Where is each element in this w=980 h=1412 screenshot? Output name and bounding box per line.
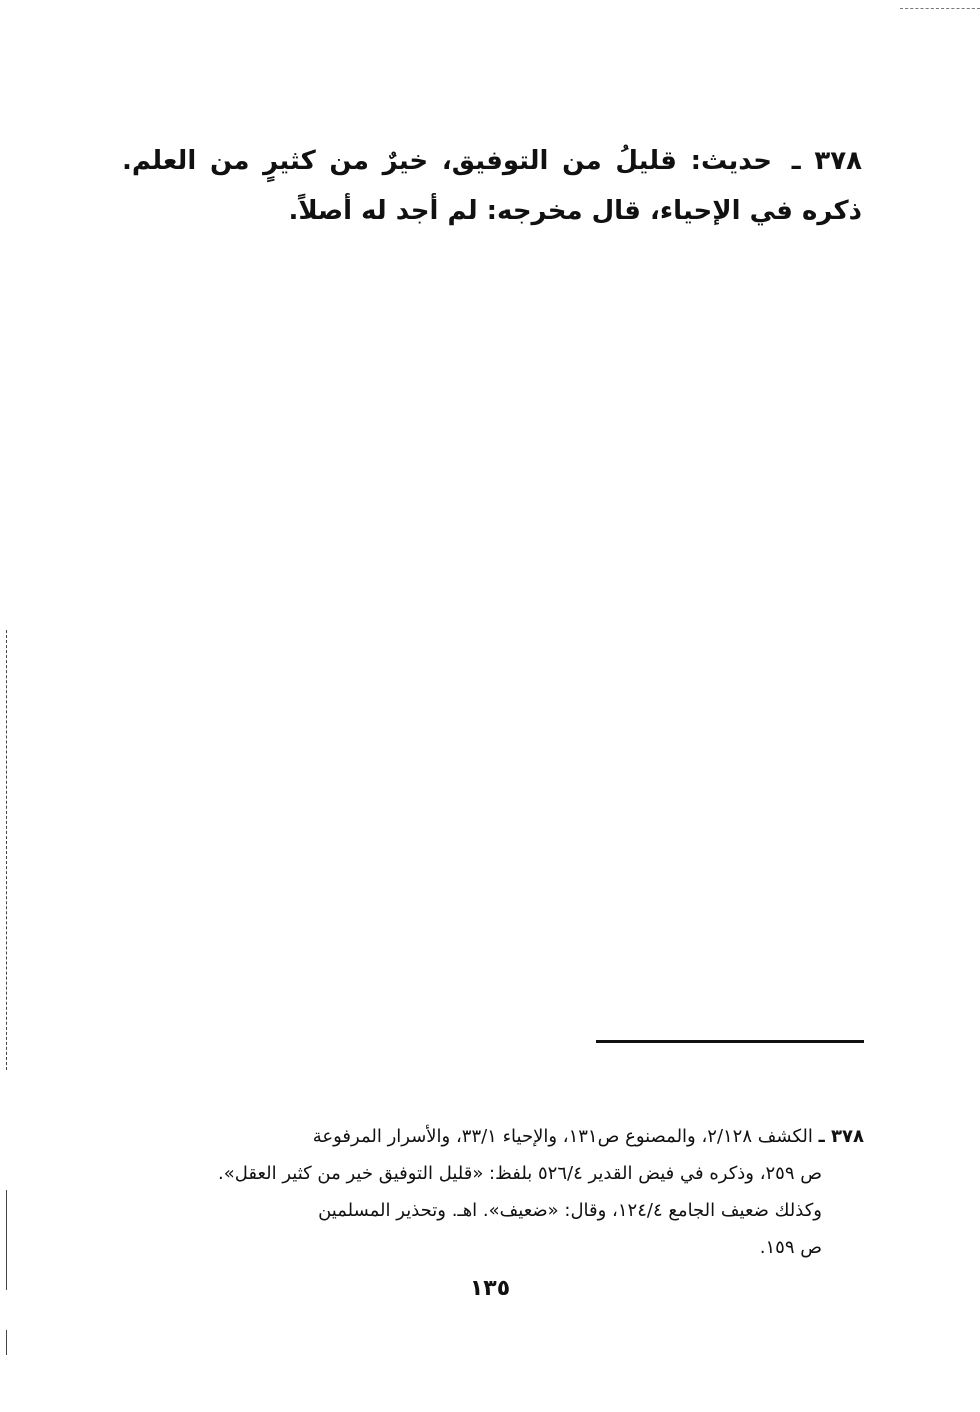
scan-artifact-left (6, 630, 7, 1070)
footnote-number: ٣٧٨ ـ (818, 1126, 864, 1147)
footnote-line: ص ١٥٩. (759, 1237, 822, 1258)
footnote-line (126, 1118, 864, 1155)
footnote (126, 1118, 864, 1266)
footnote-line: وكذلك ضعيف الجامع ١٢٤/٤، وقال: «ضعيف». اهـ. وتحذير المسلمين (318, 1200, 822, 1221)
hadith-entry (122, 136, 862, 236)
page-number: ١٣٥ (469, 1276, 511, 1301)
footnote-separator (596, 1040, 864, 1043)
scan-artifact-left (6, 1330, 7, 1355)
entry-text: حديث: قليلُ من التوفيق، خيرٌ من كثيرٍ من العلم. ذكره في الإحياء، قال مخرجه: لم أجد له أصلاً. (122, 146, 862, 226)
entry-number: ٣٧٨ ـ (791, 146, 862, 176)
scan-artifact-top (900, 8, 980, 9)
footnote-line: ص ٢٥٩، وذكره في فيض القدير ٥٢٦/٤ بلفظ: «قليل التوفيق خير من كثير العقل». (217, 1163, 822, 1184)
footnote-line-text: الكشف ٢/١٢٨، والمصنوع ص١٣١، والإحياء ٣٣/١، والأسرار المرفوعة (312, 1126, 813, 1147)
scan-artifact-left (6, 1190, 7, 1290)
